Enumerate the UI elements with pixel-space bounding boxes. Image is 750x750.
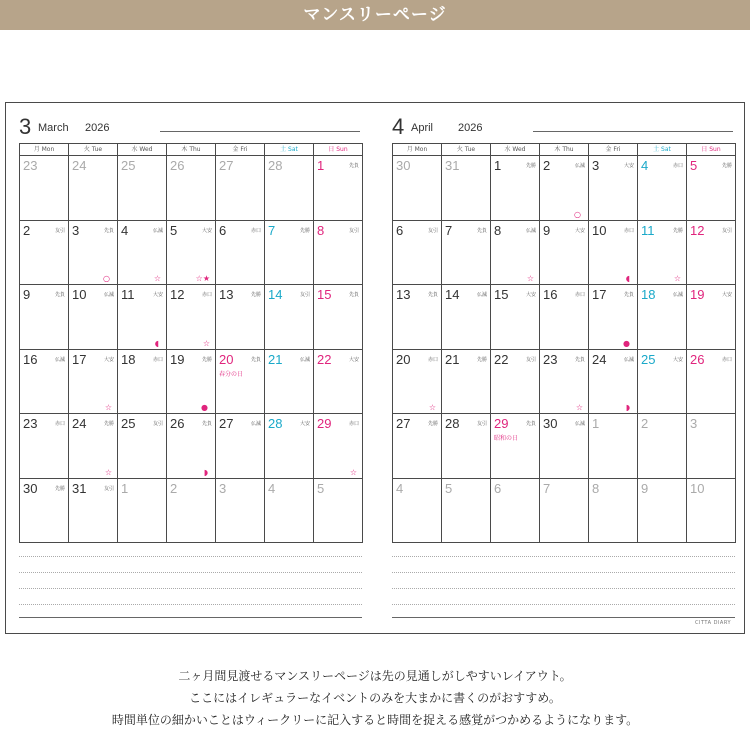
day-cell[interactable] xyxy=(687,285,736,350)
day-number: 15 xyxy=(317,287,332,302)
memo-line xyxy=(19,556,362,557)
day-cell[interactable] xyxy=(491,285,540,350)
weekday-header: 金 Fri xyxy=(589,144,638,156)
day-cell[interactable] xyxy=(265,156,314,221)
day-cell[interactable] xyxy=(167,479,216,544)
day-number: 19 xyxy=(170,351,185,367)
weekday-header: 金 Fri xyxy=(216,144,265,156)
rokuyo-label: 友引 xyxy=(152,421,163,427)
rokuyo-label: 友引 xyxy=(54,227,65,234)
rokuyo-label: 友引 xyxy=(525,356,536,363)
weekday-header: 木 Thu xyxy=(540,144,589,156)
day-cell[interactable] xyxy=(393,414,442,479)
star-mark: ☆ xyxy=(349,467,357,477)
new-moon-icon: ● xyxy=(623,338,630,348)
rokuyo-label: 先負 xyxy=(525,421,536,427)
caption-line-1: 二ヶ月間見渡せるマンスリーページは先の見通しがしやすいレイアウト。 xyxy=(178,669,572,683)
day-number: 2 xyxy=(641,416,649,431)
day-number: 10 xyxy=(592,222,607,238)
day-cell[interactable] xyxy=(638,414,687,479)
day-cell[interactable] xyxy=(167,350,216,415)
day-number: 24 xyxy=(72,158,87,173)
day-cell[interactable] xyxy=(314,350,363,415)
holiday-label: 昭和の日 xyxy=(494,435,519,442)
rokuyo-label: 先勝 xyxy=(103,421,114,427)
star-mark: ☆ xyxy=(428,403,436,412)
day-number: 1 xyxy=(494,158,502,173)
day-number: 27 xyxy=(219,158,234,173)
day-cell[interactable] xyxy=(20,156,69,221)
month-number: 4 xyxy=(392,114,405,139)
day-cell[interactable] xyxy=(20,414,69,479)
rokuyo-label: 先負 xyxy=(348,292,359,298)
quarter-moon-icon: ◗ xyxy=(203,467,208,477)
day-cell[interactable] xyxy=(118,285,167,350)
day-cell[interactable] xyxy=(442,479,491,544)
holiday-label: 春分の日 xyxy=(219,370,244,378)
day-number: 27 xyxy=(219,416,234,431)
day-cell[interactable] xyxy=(216,414,265,479)
day-cell[interactable] xyxy=(118,221,167,286)
rokuyo-label: 大安 xyxy=(672,356,683,363)
day-cell[interactable] xyxy=(118,479,167,544)
rokuyo-label: 大安 xyxy=(103,356,114,363)
rokuyo-label: 友引 xyxy=(103,485,114,492)
day-cell[interactable] xyxy=(20,221,69,286)
day-cell[interactable] xyxy=(69,479,118,544)
rokuyo-label: 大安 xyxy=(525,292,536,298)
day-number: 30 xyxy=(23,480,38,496)
memo-bottom-rule xyxy=(392,617,735,618)
day-number: 22 xyxy=(317,351,332,367)
day-number: 12 xyxy=(170,287,185,302)
rokuyo-label: 友引 xyxy=(348,227,359,234)
day-number: 13 xyxy=(219,287,234,302)
day-cell[interactable] xyxy=(540,156,589,221)
rokuyo-label: 赤口 xyxy=(672,163,683,169)
day-number: 25 xyxy=(641,351,656,367)
day-cell[interactable] xyxy=(167,414,216,479)
month-name: March xyxy=(38,122,69,134)
day-number: 30 xyxy=(543,416,558,431)
rokuyo-label: 先負 xyxy=(476,227,487,234)
memo-line xyxy=(19,604,362,605)
day-cell[interactable] xyxy=(69,350,118,415)
banner-title: マンスリーページ xyxy=(303,5,447,25)
rokuyo-label: 大安 xyxy=(623,163,634,169)
day-number: 19 xyxy=(690,287,705,302)
new-moon-icon: ● xyxy=(201,403,208,412)
weekday-header: 木 Thu xyxy=(167,144,216,156)
rokuyo-label: 仏滅 xyxy=(623,356,634,363)
day-number: 24 xyxy=(72,416,87,431)
day-number: 6 xyxy=(396,222,404,238)
day-number: 17 xyxy=(72,351,87,367)
day-number: 4 xyxy=(396,480,404,496)
rokuyo-label: 仏滅 xyxy=(103,292,114,298)
day-cell[interactable] xyxy=(216,350,265,415)
day-number: 12 xyxy=(690,222,705,238)
day-number: 1 xyxy=(121,480,129,496)
day-number: 5 xyxy=(317,480,325,496)
day-number: 14 xyxy=(268,287,283,302)
caption-line-2: ここにはイレギュラーなイベントのみを大まかに書くのがおすすめ。 xyxy=(189,691,561,705)
quarter-moon-icon: ◗ xyxy=(625,403,630,412)
day-number: 31 xyxy=(445,158,460,173)
day-number: 28 xyxy=(445,416,460,431)
day-cell[interactable] xyxy=(20,285,69,350)
weekday-header: 水 Wed xyxy=(491,144,540,156)
star-marks: ☆★ xyxy=(195,274,210,283)
weekday-header: 火 Tue xyxy=(442,144,491,156)
day-cell[interactable] xyxy=(314,479,363,544)
day-cell[interactable] xyxy=(442,350,491,415)
day-cell[interactable] xyxy=(216,479,265,544)
weekday-header: 土 Sat xyxy=(638,144,687,156)
full-moon-icon: ○ xyxy=(574,209,581,219)
weekday-header: 月 Mon xyxy=(393,144,442,156)
day-cell[interactable] xyxy=(20,479,69,544)
day-cell[interactable] xyxy=(69,156,118,221)
day-cell[interactable] xyxy=(216,285,265,350)
day-number: 3 xyxy=(219,480,227,496)
rokuyo-label: 仏滅 xyxy=(574,421,585,427)
day-cell[interactable] xyxy=(491,414,540,479)
day-cell[interactable] xyxy=(687,350,736,415)
rokuyo-label: 赤口 xyxy=(721,356,732,363)
day-cell[interactable] xyxy=(442,414,491,479)
day-number: 11 xyxy=(641,222,655,238)
star-mark: ☆ xyxy=(104,467,112,477)
day-cell[interactable] xyxy=(687,156,736,221)
rokuyo-label: 大安 xyxy=(152,292,163,298)
day-cell[interactable] xyxy=(393,156,442,221)
day-cell[interactable] xyxy=(216,221,265,286)
rokuyo-label: 先勝 xyxy=(476,356,487,363)
day-number: 28 xyxy=(268,416,283,431)
day-number: 1 xyxy=(317,158,325,173)
day-cell[interactable] xyxy=(393,285,442,350)
day-number: 30 xyxy=(396,158,411,173)
day-number: 26 xyxy=(170,158,185,173)
day-cell[interactable] xyxy=(265,479,314,544)
rokuyo-label: 先負 xyxy=(201,421,212,427)
day-number: 5 xyxy=(445,480,453,496)
day-cell[interactable] xyxy=(442,285,491,350)
day-number: 7 xyxy=(445,222,453,238)
star-mark: ☆ xyxy=(104,403,112,412)
day-number: 26 xyxy=(170,416,185,431)
rokuyo-label: 赤口 xyxy=(427,356,438,363)
rokuyo-label: 先負 xyxy=(427,292,438,298)
month-name: April xyxy=(411,122,434,134)
month-page-march xyxy=(5,102,374,634)
rokuyo-label: 先勝 xyxy=(250,292,261,298)
full-moon-icon: ○ xyxy=(103,274,110,283)
day-cell[interactable] xyxy=(265,350,314,415)
rokuyo-label: 大安 xyxy=(721,292,732,298)
weekday-header: 土 Sat xyxy=(265,144,314,156)
day-cell[interactable] xyxy=(393,479,442,544)
day-number: 2 xyxy=(170,480,178,496)
rokuyo-label: 赤口 xyxy=(623,227,634,234)
month-number: 3 xyxy=(19,114,32,139)
rokuyo-label: 仏滅 xyxy=(672,292,683,298)
day-cell[interactable] xyxy=(589,156,638,221)
day-number: 3 xyxy=(72,222,80,238)
rokuyo-label: 先負 xyxy=(348,163,359,169)
day-number: 29 xyxy=(317,416,332,431)
day-number: 10 xyxy=(72,287,87,302)
rokuyo-label: 友引 xyxy=(476,421,487,427)
rokuyo-label: 先勝 xyxy=(721,163,732,169)
day-number: 6 xyxy=(494,480,502,496)
day-cell[interactable] xyxy=(589,221,638,286)
day-cell[interactable] xyxy=(167,285,216,350)
star-mark: ☆ xyxy=(202,338,210,348)
day-cell[interactable] xyxy=(69,221,118,286)
day-number: 24 xyxy=(592,351,607,367)
day-cell[interactable] xyxy=(687,414,736,479)
month-year: 2026 xyxy=(458,122,483,134)
day-cell[interactable] xyxy=(314,221,363,286)
day-cell[interactable] xyxy=(638,221,687,286)
rokuyo-label: 仏滅 xyxy=(152,227,163,234)
memo-bottom-rule xyxy=(19,617,362,618)
memo-line xyxy=(392,572,735,573)
rokuyo-label: 友引 xyxy=(721,227,732,234)
rokuyo-label: 友引 xyxy=(299,292,310,298)
memo-line xyxy=(19,588,362,589)
rokuyo-label: 赤口 xyxy=(574,292,585,298)
day-cell[interactable] xyxy=(442,221,491,286)
day-number: 9 xyxy=(543,222,551,238)
day-cell[interactable] xyxy=(314,156,363,221)
day-number: 10 xyxy=(690,480,705,496)
rokuyo-label: 大安 xyxy=(348,356,359,363)
day-cell[interactable] xyxy=(118,350,167,415)
day-number: 3 xyxy=(592,158,600,173)
day-number: 22 xyxy=(494,351,509,367)
day-cell[interactable] xyxy=(638,350,687,415)
day-number: 20 xyxy=(396,351,411,367)
brand-label: CITTA DIARY xyxy=(695,620,732,626)
rokuyo-label: 仏滅 xyxy=(299,356,310,363)
day-cell[interactable] xyxy=(687,221,736,286)
rokuyo-label: 友引 xyxy=(427,227,438,234)
rokuyo-label: 仏滅 xyxy=(574,163,585,169)
day-number: 4 xyxy=(641,158,649,173)
rokuyo-label: 赤口 xyxy=(152,356,163,363)
rokuyo-label: 仏滅 xyxy=(525,227,536,234)
rokuyo-label: 先負 xyxy=(623,292,634,298)
memo-line xyxy=(19,572,362,573)
rokuyo-label: 大安 xyxy=(201,227,212,234)
day-number: 28 xyxy=(268,158,283,173)
day-number: 4 xyxy=(268,480,276,496)
day-number: 1 xyxy=(592,416,600,431)
day-cell[interactable] xyxy=(638,285,687,350)
day-number: 26 xyxy=(690,351,705,367)
rokuyo-label: 先負 xyxy=(54,292,65,298)
weekday-header: 日 Sun xyxy=(687,144,736,156)
day-number: 31 xyxy=(72,480,87,496)
day-cell[interactable] xyxy=(167,221,216,286)
day-number: 7 xyxy=(268,222,276,238)
day-cell[interactable] xyxy=(314,414,363,479)
memo-line xyxy=(392,556,735,557)
day-number: 29 xyxy=(494,416,509,431)
day-cell[interactable] xyxy=(638,479,687,544)
day-number: 5 xyxy=(170,222,178,238)
day-cell[interactable] xyxy=(265,221,314,286)
day-cell[interactable] xyxy=(589,414,638,479)
calendar-grid xyxy=(392,143,736,543)
rokuyo-label: 仏滅 xyxy=(250,421,261,427)
weekday-header: 水 Wed xyxy=(118,144,167,156)
day-cell[interactable] xyxy=(442,156,491,221)
day-number: 8 xyxy=(317,222,325,238)
day-cell[interactable] xyxy=(687,479,736,544)
day-cell[interactable] xyxy=(491,221,540,286)
star-mark: ☆ xyxy=(575,403,583,412)
day-number: 9 xyxy=(23,287,31,302)
rokuyo-label: 先勝 xyxy=(299,227,310,234)
day-number: 2 xyxy=(543,158,551,173)
day-cell[interactable] xyxy=(265,285,314,350)
day-number: 2 xyxy=(23,222,31,238)
day-number: 23 xyxy=(23,158,38,173)
day-cell[interactable] xyxy=(589,350,638,415)
month-year: 2026 xyxy=(85,122,110,134)
day-number: 14 xyxy=(445,287,460,302)
rokuyo-label: 大安 xyxy=(574,227,585,234)
day-cell[interactable] xyxy=(69,414,118,479)
weekday-header: 月 Mon xyxy=(20,144,69,156)
rokuyo-label: 先負 xyxy=(103,227,114,234)
rokuyo-label: 先勝 xyxy=(201,356,212,363)
star-mark: ☆ xyxy=(673,274,681,283)
day-number: 6 xyxy=(219,222,227,238)
day-number: 17 xyxy=(592,287,607,302)
weekday-header: 日 Sun xyxy=(314,144,363,156)
rokuyo-label: 赤口 xyxy=(348,421,359,427)
day-cell[interactable] xyxy=(540,285,589,350)
star-mark: ☆ xyxy=(526,274,534,283)
day-cell[interactable] xyxy=(265,414,314,479)
month-page-april xyxy=(378,102,747,634)
day-number: 11 xyxy=(121,287,135,302)
day-number: 4 xyxy=(121,222,129,238)
rokuyo-label: 先勝 xyxy=(54,485,65,492)
day-cell[interactable] xyxy=(638,156,687,221)
rokuyo-label: 仏滅 xyxy=(476,292,487,298)
day-number: 9 xyxy=(641,480,649,496)
day-number: 23 xyxy=(543,351,558,367)
day-number: 15 xyxy=(494,287,509,302)
day-cell[interactable] xyxy=(167,156,216,221)
rokuyo-label: 先勝 xyxy=(427,421,438,427)
caption-line-3: 時間単位の細かいことはウィークリーに記入すると時間を捉える感覚がつかめるようになります。 xyxy=(111,713,639,727)
day-number: 18 xyxy=(641,287,656,302)
day-cell[interactable] xyxy=(589,479,638,544)
day-number: 27 xyxy=(396,416,411,431)
day-cell[interactable] xyxy=(216,156,265,221)
day-cell[interactable] xyxy=(393,221,442,286)
day-number: 8 xyxy=(592,480,600,496)
day-number: 21 xyxy=(268,351,283,367)
day-number: 13 xyxy=(396,287,411,302)
weekday-header: 火 Tue xyxy=(69,144,118,156)
day-cell[interactable] xyxy=(20,350,69,415)
calendar-grid xyxy=(19,143,363,543)
rokuyo-label: 赤口 xyxy=(201,292,212,298)
day-cell[interactable] xyxy=(118,156,167,221)
rokuyo-label: 大安 xyxy=(299,421,310,427)
rokuyo-label: 先負 xyxy=(250,356,261,363)
day-cell[interactable] xyxy=(491,350,540,415)
rokuyo-label: 先勝 xyxy=(672,227,683,234)
day-cell[interactable] xyxy=(540,479,589,544)
day-cell[interactable] xyxy=(540,221,589,286)
day-number: 5 xyxy=(690,158,698,173)
day-cell[interactable] xyxy=(393,350,442,415)
quarter-moon-icon: ◖ xyxy=(154,338,159,348)
rokuyo-label: 先負 xyxy=(574,356,585,363)
day-number: 3 xyxy=(690,416,698,431)
day-cell[interactable] xyxy=(314,285,363,350)
day-cell[interactable] xyxy=(118,414,167,479)
memo-line xyxy=(392,588,735,589)
day-number: 7 xyxy=(543,480,551,496)
day-cell[interactable] xyxy=(491,156,540,221)
day-number: 18 xyxy=(121,351,136,367)
month-heading-rule xyxy=(533,131,733,132)
rokuyo-label: 仏滅 xyxy=(54,356,65,363)
quarter-moon-icon: ◖ xyxy=(625,274,630,283)
day-number: 16 xyxy=(23,351,38,367)
day-cell[interactable] xyxy=(540,414,589,479)
day-cell[interactable] xyxy=(69,285,118,350)
day-number: 25 xyxy=(121,416,136,431)
day-cell[interactable] xyxy=(491,479,540,544)
month-heading-rule xyxy=(160,131,360,132)
day-cell[interactable] xyxy=(589,285,638,350)
day-number: 25 xyxy=(121,158,136,173)
day-number: 16 xyxy=(543,287,558,302)
day-number: 8 xyxy=(494,222,502,238)
rokuyo-label: 赤口 xyxy=(250,227,261,234)
day-number: 23 xyxy=(23,416,38,431)
day-cell[interactable] xyxy=(540,350,589,415)
rokuyo-label: 先勝 xyxy=(525,163,536,169)
memo-line xyxy=(392,604,735,605)
rokuyo-label: 赤口 xyxy=(54,421,65,427)
day-number: 21 xyxy=(445,351,460,367)
day-number: 20 xyxy=(219,351,234,367)
star-mark: ☆ xyxy=(153,274,161,283)
